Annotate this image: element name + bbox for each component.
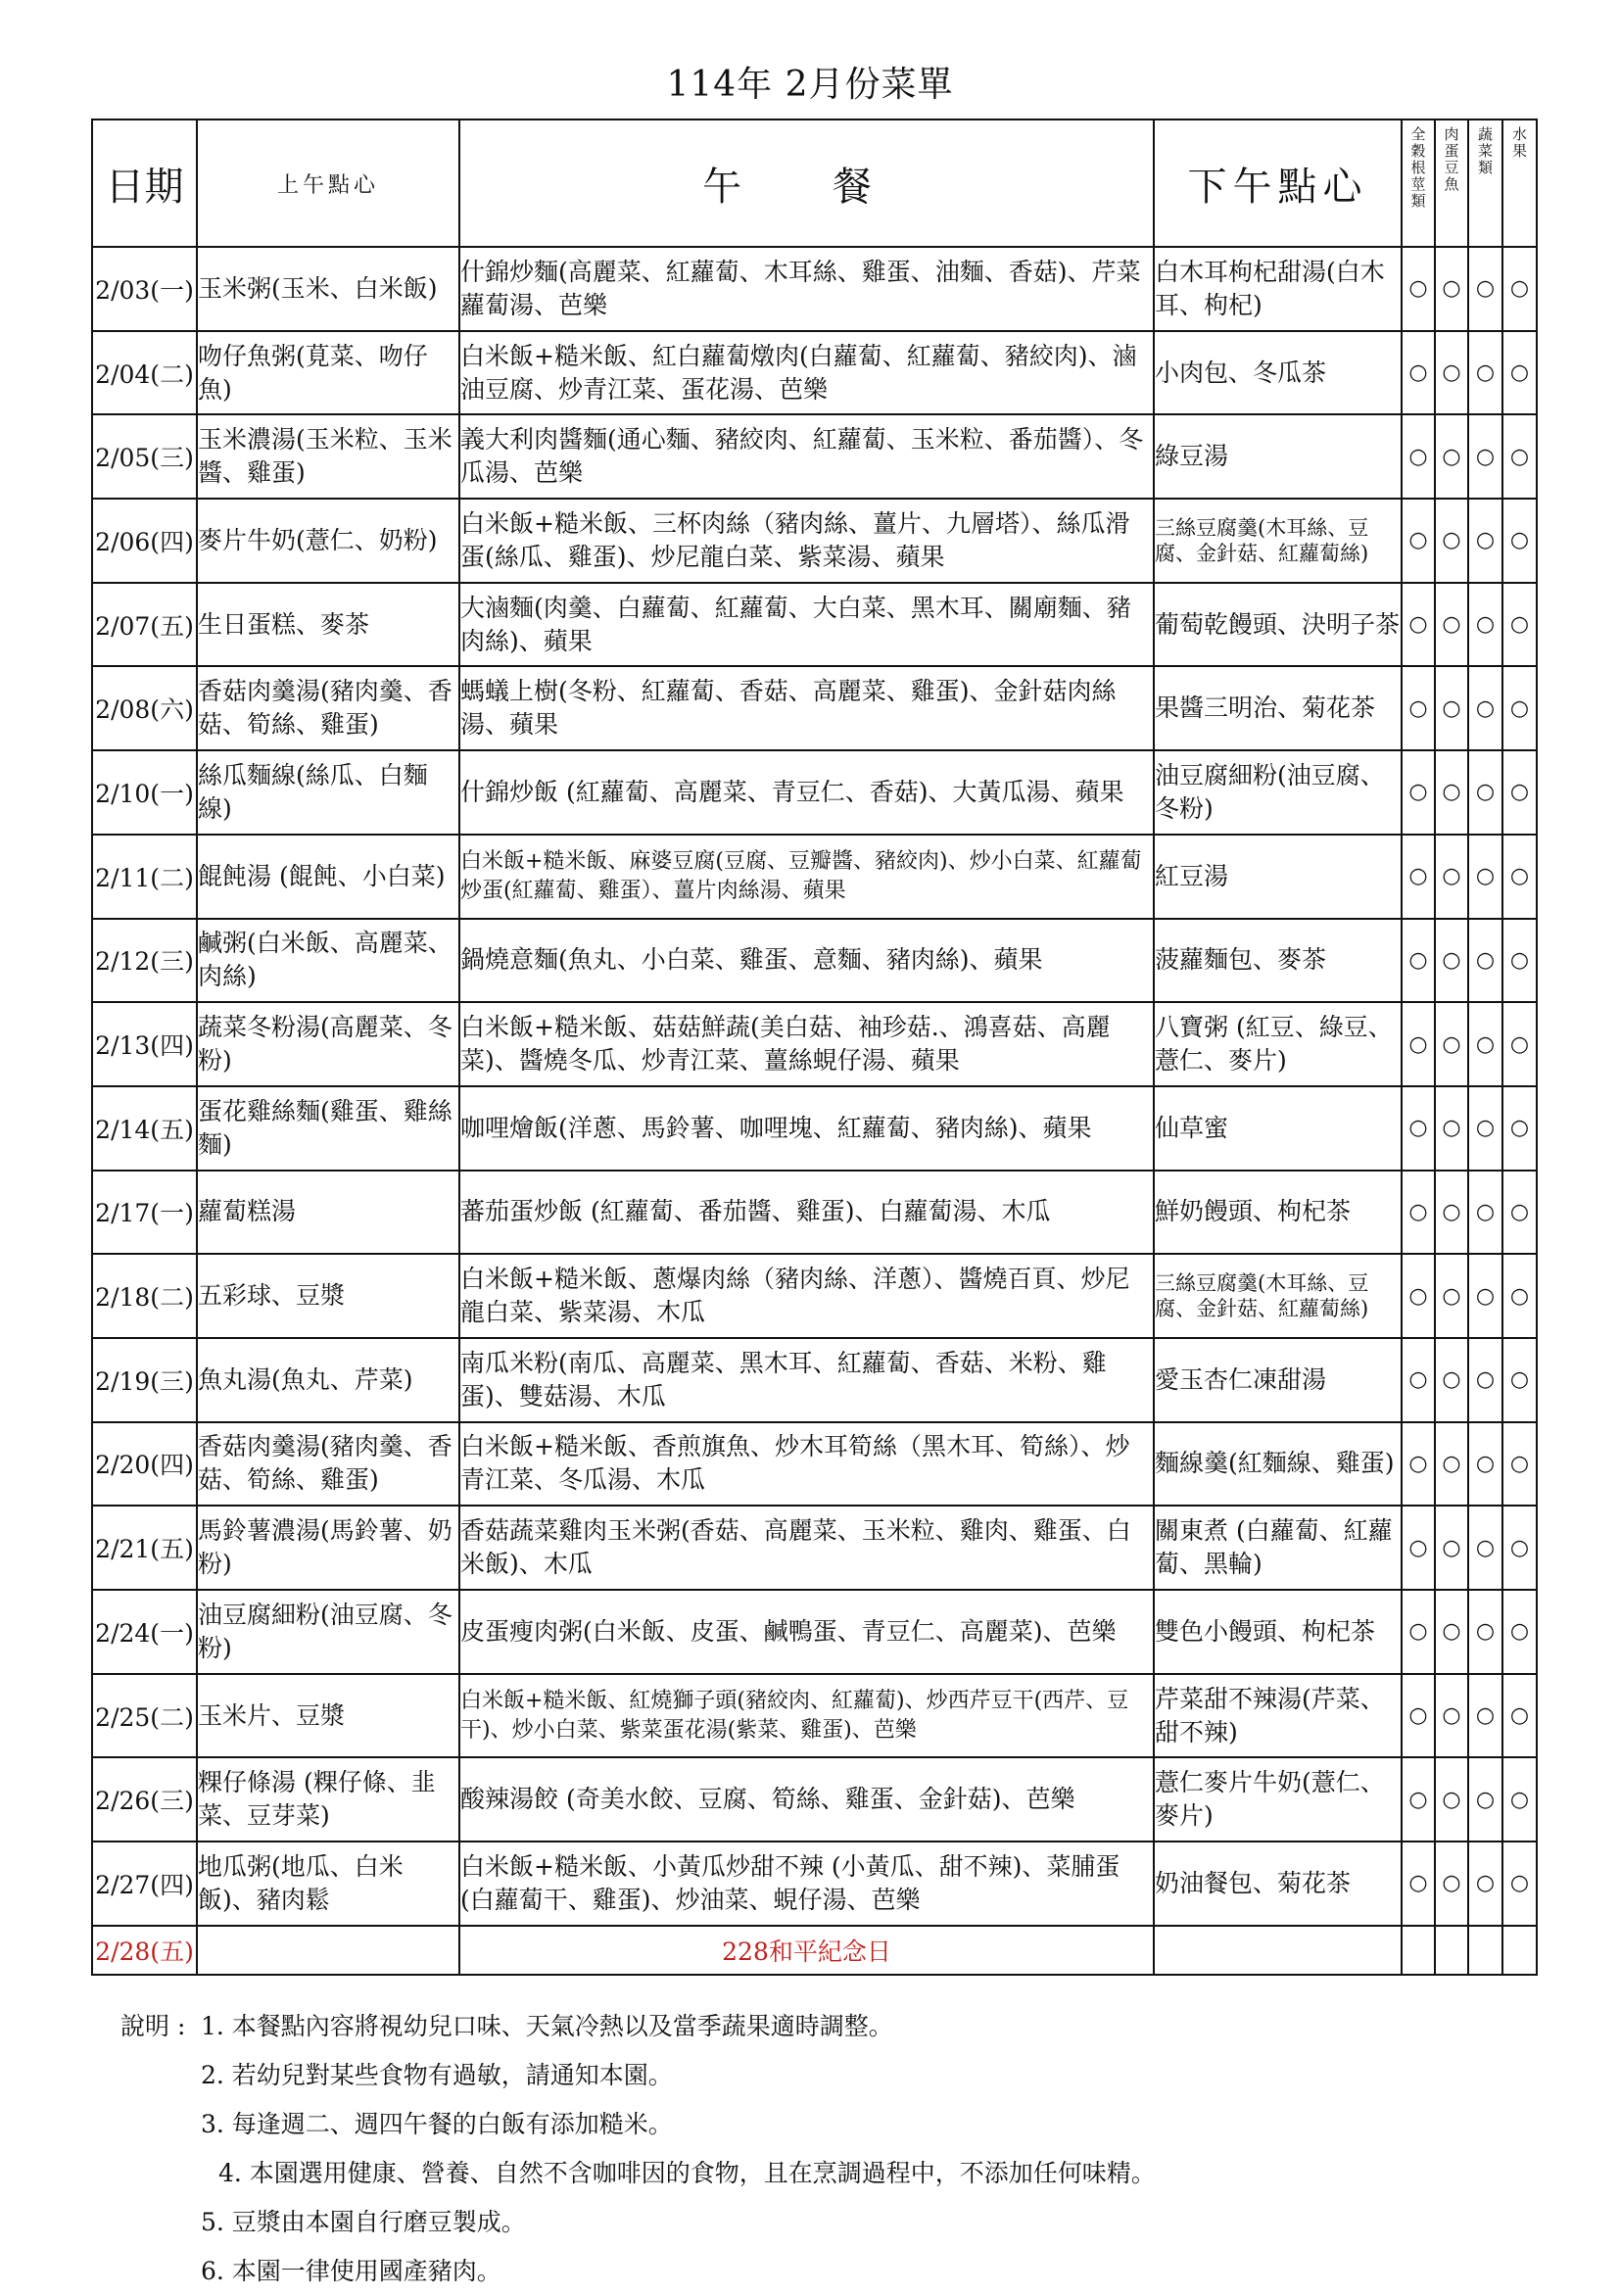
vegetable-mark: ○ [1468,919,1502,1003]
protein-mark: ○ [1435,835,1468,919]
pm-snack-cell: 八寶粥 (紅豆、綠豆、薏仁、麥片) [1154,1002,1402,1086]
protein-mark: ○ [1435,1842,1468,1926]
table-row [92,1171,1537,1255]
am-snack-cell: 魚丸湯(魚丸、芹菜) [197,1338,459,1422]
fruit-mark: ○ [1502,1842,1537,1926]
header-date: 日期 [92,120,197,247]
lunch-cell: 白米飯+糙米飯、紅燒獅子頭(豬絞肉、紅蘿蔔)、炒西芹豆干(西芹、豆干)、炒小白菜、紫菜蛋花湯(紫菜、雞蛋)、芭樂 [459,1674,1154,1758]
protein-mark: ○ [1435,583,1468,667]
grain-mark: ○ [1402,1171,1435,1255]
lunch-cell: 螞蟻上樹(冬粉、紅蘿蔔、香菇、高麗菜、雞蛋)、金針菇肉絲湯、蘋果 [459,666,1154,750]
am-snack-cell: 油豆腐細粉(油豆腐、冬粉) [197,1590,459,1674]
am-snack-cell: 蛋花雞絲麵(雞蛋、雞絲麵) [197,1086,459,1171]
protein-mark: ○ [1435,1086,1468,1171]
header-pm-snack: 下午點心 [1154,120,1402,247]
table-row [92,1506,1537,1590]
note-item: 6. 本園一律使用國產豬肉。 [201,2257,501,2285]
grain-mark: ○ [1402,1338,1435,1422]
table-row [92,1757,1537,1842]
menu-table [91,119,1538,1976]
header-am-snack: 上午點心 [197,120,459,247]
pm-snack-cell: 果醬三明治、菊花茶 [1154,666,1402,750]
header-lunch: 午 餐 [459,120,1154,247]
date-cell: 2/24(一) [92,1590,197,1674]
fruit-mark: ○ [1502,1086,1537,1171]
header-grain: 全 穀 根 莖 類 [1402,120,1435,247]
am-snack-cell: 生日蛋糕、麥茶 [197,583,459,667]
protein-mark: ○ [1435,1590,1468,1674]
notes-section [120,2002,1156,2296]
note-text: 1. 本餐點內容將視幼兒口味、天氣冷熱以及當季蔬果適時調整。 [201,2012,893,2040]
protein-mark: ○ [1435,1422,1468,1507]
protein-mark: ○ [1435,1674,1468,1758]
vegetable-mark: ○ [1468,1338,1502,1422]
fruit-mark: ○ [1502,583,1537,667]
fruit-mark: ○ [1502,1171,1537,1255]
grain-mark: ○ [1402,1842,1435,1926]
grain-mark: ○ [1402,499,1435,583]
fruit-mark: ○ [1502,1674,1537,1758]
lunch-cell: 白米飯+糙米飯、小黃瓜炒甜不辣 (小黃瓜、甜不辣)、菜脯蛋(白蘿蔔干、雞蛋)、炒油菜、蜆仔湯、芭樂 [459,1842,1154,1926]
lunch-cell: 酸辣湯餃 (奇美水餃、豆腐、筍絲、雞蛋、金針菇)、芭樂 [459,1757,1154,1842]
pm-snack-cell: 菠蘿麵包、麥茶 [1154,919,1402,1003]
table-row [92,1254,1537,1338]
header-row [92,120,1537,247]
date-cell: 2/18(二) [92,1254,197,1338]
date-cell: 2/07(五) [92,583,197,667]
table-row [92,666,1537,750]
date-cell: 2/26(三) [92,1757,197,1842]
grain-mark: ○ [1402,1002,1435,1086]
am-snack-cell: 鹹粥(白米飯、高麗菜、肉絲) [197,919,459,1003]
lunch-cell: 蕃茄蛋炒飯 (紅蘿蔔、番茄醬、雞蛋)、白蘿蔔湯、木瓜 [459,1171,1154,1255]
grain-mark: ○ [1402,331,1435,415]
note-item: 5. 豆漿由本園自行磨豆製成。 [201,2208,526,2236]
note-item: 3. 每逢週二、週四午餐的白飯有添加糙米。 [201,2110,673,2138]
date-cell: 2/27(四) [92,1842,197,1926]
grain-mark: ○ [1402,1254,1435,1338]
protein-mark: ○ [1435,1002,1468,1086]
fruit-mark: ○ [1502,247,1537,331]
grain-mark: ○ [1402,1422,1435,1507]
holiday-empty-cell [1502,1926,1537,1975]
pm-snack-cell: 紅豆湯 [1154,835,1402,919]
pm-snack-cell: 白木耳枸杞甜湯(白木耳、枸杞) [1154,247,1402,331]
lunch-cell: 白米飯+糙米飯、蔥爆肉絲（豬肉絲、洋蔥）、醬燒百頁、炒尼龍白菜、紫菜湯、木瓜 [459,1254,1154,1338]
fruit-mark: ○ [1502,1506,1537,1590]
lunch-cell: 鍋燒意麵(魚丸、小白菜、雞蛋、意麵、豬肉絲)、蘋果 [459,919,1154,1003]
pm-snack-cell: 三絲豆腐羹(木耳絲、豆腐、金針菇、紅蘿蔔絲) [1154,499,1402,583]
table-row [92,1674,1537,1758]
am-snack-cell: 吻仔魚粥(莧菜、吻仔魚) [197,331,459,415]
am-snack-cell: 香菇肉羹湯(豬肉羹、香菇、筍絲、雞蛋) [197,666,459,750]
pm-snack-cell: 油豆腐細粉(油豆腐、冬粉) [1154,750,1402,835]
date-cell: 2/03(一) [92,247,197,331]
grain-mark: ○ [1402,1757,1435,1842]
holiday-empty-cell [197,1926,459,1975]
date-cell: 2/11(二) [92,835,197,919]
vegetable-mark: ○ [1468,666,1502,750]
lunch-cell: 什錦炒飯 (紅蘿蔔、高麗菜、青豆仁、香菇)、大黃瓜湯、蘋果 [459,750,1154,835]
grain-mark: ○ [1402,919,1435,1003]
fruit-mark: ○ [1502,1002,1537,1086]
am-snack-cell: 餛飩湯 (餛飩、小白菜) [197,835,459,919]
am-snack-cell: 蘿蔔糕湯 [197,1171,459,1255]
fruit-mark: ○ [1502,414,1537,499]
table-row [92,1086,1537,1171]
lunch-cell: 什錦炒麵(高麗菜、紅蘿蔔、木耳絲、雞蛋、油麵、香菇)、芹菜蘿蔔湯、芭樂 [459,247,1154,331]
pm-snack-cell: 麵線羹(紅麵線、雞蛋) [1154,1422,1402,1507]
date-cell: 2/04(二) [92,331,197,415]
pm-snack-cell: 小肉包、冬瓜茶 [1154,331,1402,415]
date-cell: 2/08(六) [92,666,197,750]
grain-mark: ○ [1402,414,1435,499]
table-row [92,919,1537,1003]
protein-mark: ○ [1435,666,1468,750]
note-item: 4. 本園選用健康、營養、自然不含咖啡因的食物，且在烹調過程中，不添加任何味精。 [218,2159,1156,2187]
holiday-date: 2/28(五) [92,1926,197,1975]
fruit-mark: ○ [1502,835,1537,919]
lunch-cell: 白米飯+糙米飯、三杯肉絲（豬肉絲、薑片、九層塔）、絲瓜滑蛋(絲瓜、雞蛋)、炒尼龍白菜、紫菜湯、蘋果 [459,499,1154,583]
table-row [92,1422,1537,1507]
pm-snack-cell: 雙色小饅頭、枸杞茶 [1154,1590,1402,1674]
vegetable-mark: ○ [1468,750,1502,835]
grain-mark: ○ [1402,1590,1435,1674]
vegetable-mark: ○ [1468,1422,1502,1507]
am-snack-cell: 玉米粥(玉米、白米飯) [197,247,459,331]
lunch-cell: 南瓜米粉(南瓜、高麗菜、黑木耳、紅蘿蔔、香菇、米粉、雞蛋)、雙菇湯、木瓜 [459,1338,1154,1422]
protein-mark: ○ [1435,331,1468,415]
vegetable-mark: ○ [1468,583,1502,667]
protein-mark: ○ [1435,1254,1468,1338]
protein-mark: ○ [1435,1171,1468,1255]
page-title: 114年 2月份菜單 [666,65,954,105]
am-snack-cell: 馬鈴薯濃湯(馬鈴薯、奶粉) [197,1506,459,1590]
grain-mark: ○ [1402,1086,1435,1171]
date-cell: 2/25(二) [92,1674,197,1758]
date-cell: 2/12(三) [92,919,197,1003]
fruit-mark: ○ [1502,919,1537,1003]
grain-mark: ○ [1402,666,1435,750]
table-row [92,1002,1537,1086]
vegetable-mark: ○ [1468,499,1502,583]
pm-snack-cell: 仙草蜜 [1154,1086,1402,1171]
grain-mark: ○ [1402,750,1435,835]
am-snack-cell: 粿仔條湯 (粿仔條、韭菜、豆芽菜) [197,1757,459,1842]
protein-mark: ○ [1435,750,1468,835]
date-cell: 2/05(三) [92,414,197,499]
lunch-cell: 白米飯+糙米飯、菇菇鮮蔬(美白菇、袖珍菇.、鴻喜菇、高麗菜)、醬燒冬瓜、炒青江菜、薑絲蜆仔湯、蘋果 [459,1002,1154,1086]
note-item [120,2002,1156,2051]
protein-mark: ○ [1435,919,1468,1003]
holiday-empty-cell [1154,1926,1402,1975]
pm-snack-cell: 關東煮 (白蘿蔔、紅蘿蔔、黑輪) [1154,1506,1402,1590]
vegetable-mark: ○ [1468,1086,1502,1171]
am-snack-cell: 絲瓜麵線(絲瓜、白麵線) [197,750,459,835]
fruit-mark: ○ [1502,1757,1537,1842]
header-fruit: 水 果 [1502,120,1537,247]
note-item: 2. 若幼兒對某些食物有過敏，請通知本園。 [201,2061,673,2089]
holiday-label: 228和平紀念日 [459,1926,1154,1975]
holiday-row [92,1926,1537,1975]
pm-snack-cell: 三絲豆腐羹(木耳絲、豆腐、金針菇、紅蘿蔔絲) [1154,1254,1402,1338]
lunch-cell: 香菇蔬菜雞肉玉米粥(香菇、高麗菜、玉米粒、雞肉、雞蛋、白米飯)、木瓜 [459,1506,1154,1590]
fruit-mark: ○ [1502,1338,1537,1422]
table-row [92,1842,1537,1926]
vegetable-mark: ○ [1468,331,1502,415]
lunch-cell: 皮蛋瘦肉粥(白米飯、皮蛋、鹹鴨蛋、青豆仁、高麗菜)、芭樂 [459,1590,1154,1674]
am-snack-cell: 麥片牛奶(薏仁、奶粉) [197,499,459,583]
am-snack-cell: 地瓜粥(地瓜、白米飯)、豬肉鬆 [197,1842,459,1926]
vegetable-mark: ○ [1468,1506,1502,1590]
table-row [92,750,1537,835]
holiday-empty-cell [1435,1926,1468,1975]
vegetable-mark: ○ [1468,414,1502,499]
pm-snack-cell: 奶油餐包、菊花茶 [1154,1842,1402,1926]
vegetable-mark: ○ [1468,1674,1502,1758]
holiday-empty-cell [1402,1926,1435,1975]
vegetable-mark: ○ [1468,1757,1502,1842]
lunch-cell: 咖哩燴飯(洋蔥、馬鈴薯、咖哩塊、紅蘿蔔、豬肉絲)、蘋果 [459,1086,1154,1171]
notes-lead: 說明 : [120,2012,186,2040]
grain-mark: ○ [1402,583,1435,667]
vegetable-mark: ○ [1468,1002,1502,1086]
date-cell: 2/20(四) [92,1422,197,1507]
am-snack-cell: 玉米片、豆漿 [197,1674,459,1758]
table-row [92,583,1537,667]
date-cell: 2/14(五) [92,1086,197,1171]
am-snack-cell: 五彩球、豆漿 [197,1254,459,1338]
lunch-cell: 大滷麵(肉羹、白蘿蔔、紅蘿蔔、大白菜、黑木耳、關廟麵、豬肉絲)、蘋果 [459,583,1154,667]
date-cell: 2/10(一) [92,750,197,835]
date-cell: 2/17(一) [92,1171,197,1255]
date-cell: 2/19(三) [92,1338,197,1422]
table-row [92,331,1537,415]
vegetable-mark: ○ [1468,1254,1502,1338]
pm-snack-cell: 葡萄乾饅頭、決明子茶 [1154,583,1402,667]
vegetable-mark: ○ [1468,1171,1502,1255]
date-cell: 2/13(四) [92,1002,197,1086]
grain-mark: ○ [1402,835,1435,919]
date-cell: 2/21(五) [92,1506,197,1590]
vegetable-mark: ○ [1468,835,1502,919]
header-vegetable: 蔬 菜 類 [1468,120,1502,247]
grain-mark: ○ [1402,1506,1435,1590]
pm-snack-cell: 薏仁麥片牛奶(薏仁、麥片) [1154,1757,1402,1842]
protein-mark: ○ [1435,414,1468,499]
pm-snack-cell: 鮮奶饅頭、枸杞茶 [1154,1171,1402,1255]
header-protein: 肉 蛋 豆 魚 [1435,120,1468,247]
table-row [92,1590,1537,1674]
protein-mark: ○ [1435,1338,1468,1422]
fruit-mark: ○ [1502,666,1537,750]
fruit-mark: ○ [1502,331,1537,415]
am-snack-cell: 蔬菜冬粉湯(高麗菜、冬粉) [197,1002,459,1086]
date-cell: 2/06(四) [92,499,197,583]
lunch-cell: 白米飯+糙米飯、紅白蘿蔔燉肉(白蘿蔔、紅蘿蔔、豬絞肉)、滷油豆腐、炒青江菜、蛋花湯、芭樂 [459,331,1154,415]
fruit-mark: ○ [1502,750,1537,835]
table-row [92,247,1537,331]
fruit-mark: ○ [1502,1254,1537,1338]
fruit-mark: ○ [1502,1590,1537,1674]
table-row [92,835,1537,919]
table-row [92,414,1537,499]
fruit-mark: ○ [1502,499,1537,583]
grain-mark: ○ [1402,247,1435,331]
vegetable-mark: ○ [1468,247,1502,331]
pm-snack-cell: 愛玉杏仁凍甜湯 [1154,1338,1402,1422]
lunch-cell: 白米飯+糙米飯、香煎旗魚、炒木耳筍絲（黑木耳、筍絲）、炒青江菜、冬瓜湯、木瓜 [459,1422,1154,1507]
pm-snack-cell: 綠豆湯 [1154,414,1402,499]
protein-mark: ○ [1435,1506,1468,1590]
am-snack-cell: 香菇肉羹湯(豬肉羹、香菇、筍絲、雞蛋) [197,1422,459,1507]
vegetable-mark: ○ [1468,1590,1502,1674]
vegetable-mark: ○ [1468,1842,1502,1926]
lunch-cell: 白米飯+糙米飯、麻婆豆腐(豆腐、豆瓣醬、豬絞肉)、炒小白菜、紅蘿蔔炒蛋(紅蘿蔔、雞蛋）、薑片肉絲湯、蘋果 [459,835,1154,919]
holiday-empty-cell [1468,1926,1502,1975]
lunch-cell: 義大利肉醬麵(通心麵、豬絞肉、紅蘿蔔、玉米粒、番茄醬）、冬瓜湯、芭樂 [459,414,1154,499]
grain-mark: ○ [1402,1674,1435,1758]
protein-mark: ○ [1435,1757,1468,1842]
am-snack-cell: 玉米濃湯(玉米粒、玉米醬、雞蛋) [197,414,459,499]
fruit-mark: ○ [1502,1422,1537,1507]
protein-mark: ○ [1435,499,1468,583]
table-row [92,1338,1537,1422]
pm-snack-cell: 芹菜甜不辣湯(芹菜、甜不辣) [1154,1674,1402,1758]
table-row [92,499,1537,583]
protein-mark: ○ [1435,247,1468,331]
